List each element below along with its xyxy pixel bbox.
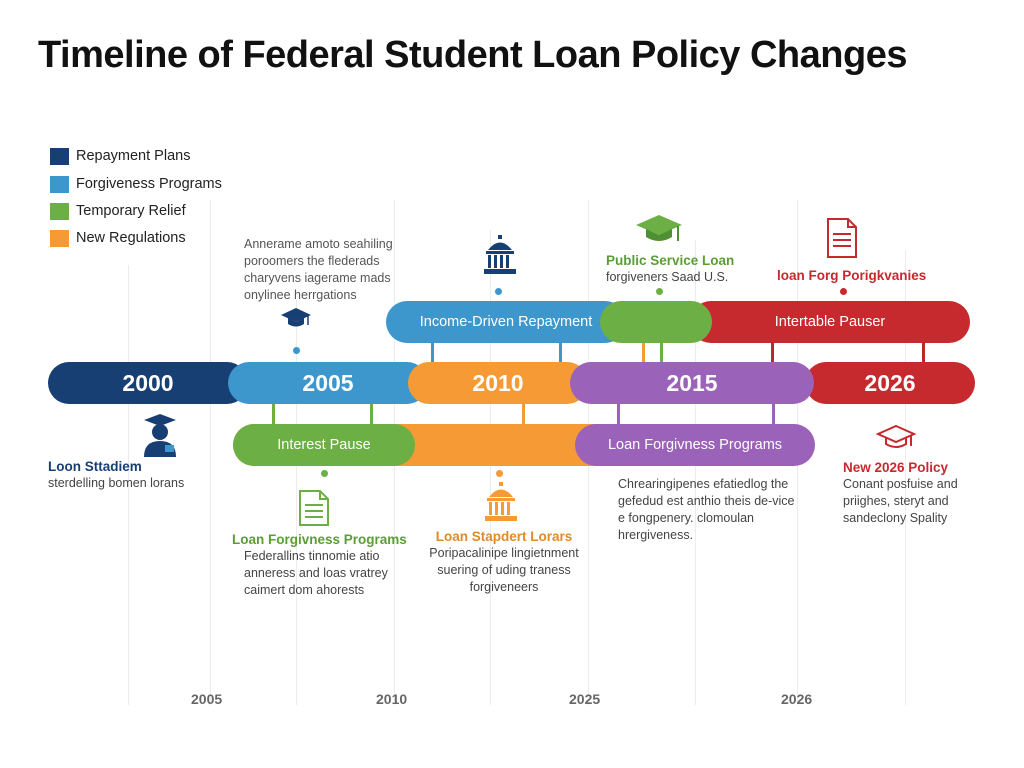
marker-dot	[840, 288, 847, 295]
year-bar-2010	[408, 362, 588, 404]
program-bar-label: Loan Forgivness Programs	[607, 437, 783, 453]
year-label: 2026	[864, 369, 916, 396]
connector	[922, 342, 925, 364]
legend-swatch	[50, 176, 69, 193]
graduation-cap-icon	[634, 213, 684, 247]
legend-swatch	[50, 148, 69, 165]
connector	[642, 342, 645, 364]
year-bar-2005	[228, 362, 428, 404]
grid-line	[210, 200, 211, 705]
legend-swatch	[50, 203, 69, 220]
note-loan-stapdert-lorars	[424, 528, 584, 596]
marker-dot	[495, 288, 502, 295]
grid-line	[296, 300, 297, 705]
note-top-left: Annerame amoto seahiling poroomers the flederads charyvens iagerame mads onylinee herrgations	[244, 237, 393, 302]
graduation-cap-icon	[280, 305, 312, 331]
program-bar-income-driven-repayment	[386, 301, 626, 343]
marker-dot	[496, 470, 503, 477]
note-body: forgiveners Saad U.S.	[606, 270, 729, 284]
note-loon-sttadiem	[48, 458, 184, 492]
note-loan-forgivness-programs	[232, 531, 407, 599]
note-loan-forg	[777, 267, 926, 284]
note-body: Federallins tinnomie atio anneress and loas vratrey caimert dom ahorests	[244, 549, 388, 597]
legend-item-new-regulations	[50, 228, 186, 248]
legend-label: Forgiveness Programs	[76, 176, 222, 192]
legend-item-temporary-relief	[50, 201, 186, 221]
year-label: 2005	[302, 369, 354, 396]
year-bar-2015	[570, 362, 814, 404]
axis-label: 2010	[376, 691, 408, 707]
note-heading: Loon Sttadiem	[48, 459, 142, 474]
document-icon	[826, 217, 858, 259]
note-heading: New 2026 Policy	[843, 460, 949, 475]
program-bar-interest-pause	[233, 424, 415, 466]
program-bar-label: Income-Driven Repayment	[419, 314, 593, 330]
year-bar-2000	[48, 362, 248, 404]
note-body: Poripacalinipe lingietnment suering of uding traness forgiveneers	[429, 546, 579, 594]
marker-dot	[321, 470, 328, 477]
year-bar-2026	[805, 362, 975, 404]
note-new-2026-policy	[843, 459, 958, 527]
note-heading: Public Service Loan	[606, 253, 735, 268]
program-bar-intertable-pauser	[690, 301, 970, 343]
program-bar-label: Intertable Pauser	[774, 314, 886, 330]
axis-label: 2026	[781, 691, 813, 707]
connector	[431, 342, 434, 364]
legend-label: New Regulations	[76, 230, 186, 246]
capitol-building-icon	[482, 481, 520, 523]
note-body: sterdelling bomen lorans	[48, 476, 185, 490]
program-bar-loan-forgiveness	[575, 424, 815, 466]
note-heading: Loan Stapdert Lorars	[435, 529, 573, 544]
connector	[660, 342, 663, 364]
marker-dot	[293, 347, 300, 354]
connector	[559, 342, 562, 364]
legend-label: Temporary Relief	[76, 203, 186, 219]
program-bar-temporary-relief	[600, 301, 712, 343]
note-heading: Loan Forgivness Programs	[232, 532, 407, 547]
legend-item-forgiveness-programs	[50, 174, 222, 194]
marker-dot	[656, 288, 663, 295]
note-mid-right: Chrearingipenes efatiedlog the gefedud est anthio theis de-vice e fongpenery. clomoulan hrergiveness.	[618, 477, 795, 542]
page-title: Timeline of Federal Student Loan Policy Changes	[38, 34, 907, 76]
year-label: 2015	[666, 369, 718, 396]
note-public-service-loan	[606, 252, 734, 286]
note-body: Conant posfuise and priighes, steryt and sandeclony Spality	[843, 477, 958, 525]
document-icon	[298, 489, 332, 527]
axis-label: 2025	[569, 691, 601, 707]
legend-swatch	[50, 230, 69, 247]
year-label: 2000	[122, 369, 174, 396]
graduate-person-icon	[140, 413, 180, 459]
graduation-cap-icon	[876, 424, 916, 452]
axis-label: 2005	[191, 691, 223, 707]
year-label: 2010	[472, 369, 524, 396]
capitol-building-icon	[481, 234, 519, 276]
legend-item-repayment-plans	[50, 146, 190, 166]
connector	[771, 342, 774, 364]
note-heading: loan Forg Porigkvanies	[777, 268, 927, 283]
legend-label: Repayment Plans	[76, 148, 191, 164]
program-bar-label: Interest Pause	[277, 437, 371, 453]
